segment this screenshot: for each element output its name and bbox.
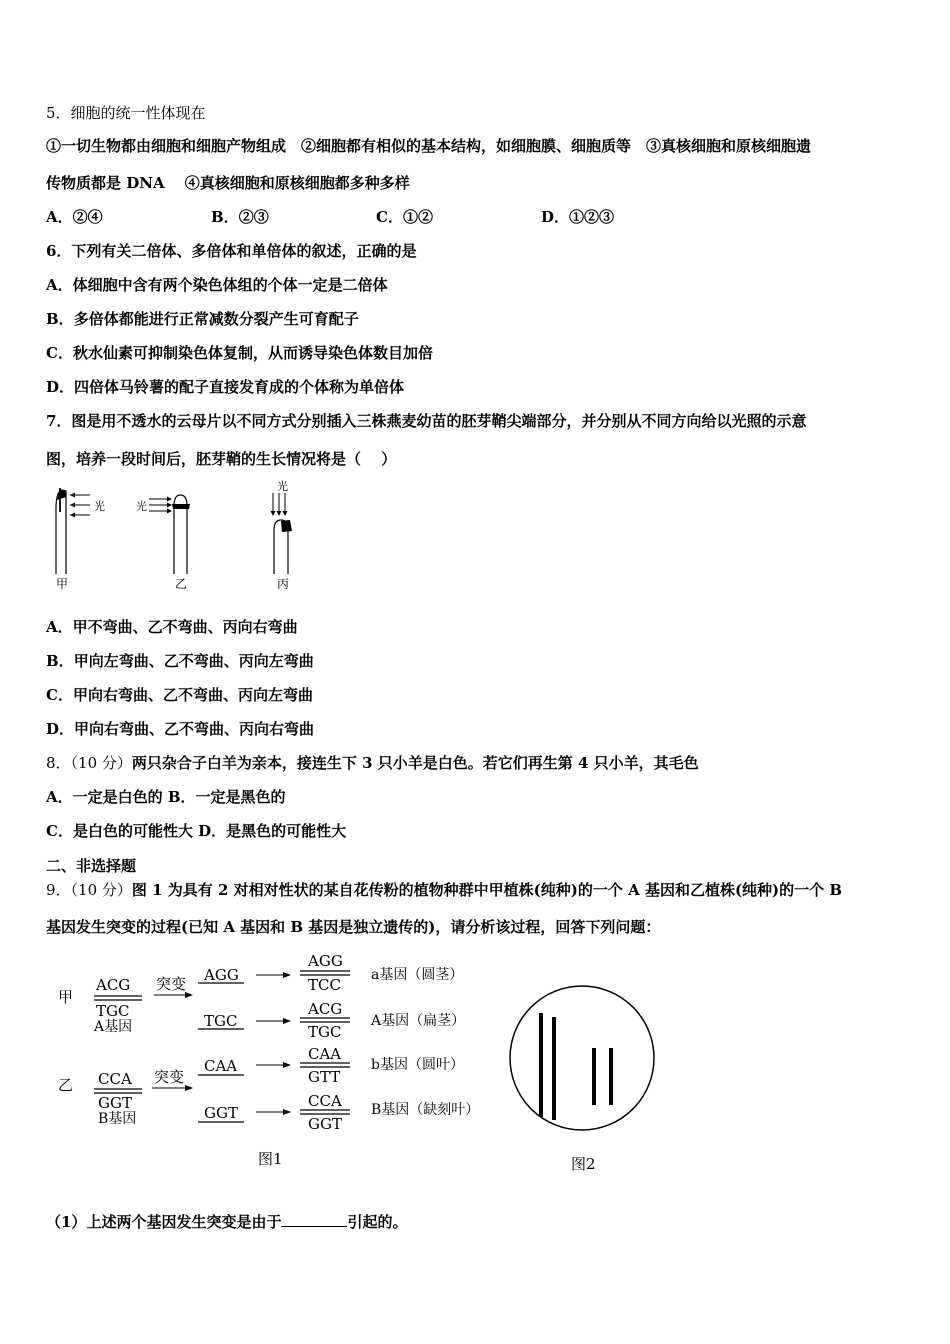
gene-B2-top-strand: CCA <box>308 1092 342 1110</box>
gene-b-label: b基因（圆叶） <box>371 1057 464 1073</box>
q6-stem: 6．下列有关二倍体、多倍体和单倍体的叙述，正确的是 <box>46 242 417 260</box>
q7-stem-line2: 图，培养一段时间后，胚芽鞘的生长情况将是（ ） <box>46 450 397 468</box>
light-label-bing: 光 <box>277 480 288 493</box>
unmutated-strand-tgc: TGC <box>204 1012 238 1030</box>
mutation-label-jia: 突变 <box>156 975 187 993</box>
gene-B2-bottom-strand: GGT <box>308 1115 342 1133</box>
label-yi: 乙 <box>175 577 188 591</box>
answer-blank[interactable] <box>281 1211 347 1227</box>
mutant-strand-agg: AGG <box>204 966 239 984</box>
gene-A2-top-strand: ACG <box>308 1000 343 1018</box>
figure2-caption: 图2 <box>571 1155 596 1173</box>
q7-option-d: D．甲向右弯曲、乙不弯曲、丙向右弯曲 <box>46 720 315 738</box>
coleoptile-yi <box>136 495 190 591</box>
q6-option-a: A．体细胞中含有两个染色体组的个体一定是二倍体 <box>46 276 388 294</box>
q6-option-c: C．秋水仙素可抑制染色体复制，从而诱导染色体数目加倍 <box>46 344 433 362</box>
q7-stem-line1: 7．图是用不透水的云母片以不同方式分别插入三株燕麦幼苗的胚芽鞘尖端部分，并分别从不同方向给以光照的示意 <box>46 412 807 430</box>
q5-option-d: D．①②③ <box>541 208 615 226</box>
coleoptile-bing <box>271 479 293 591</box>
mutant-strand-caa: CAA <box>204 1057 238 1075</box>
label-bing: 丙 <box>277 577 290 591</box>
q5-stem: 5．细胞的统一性体现在 <box>46 104 206 122</box>
label-yi-plant: 乙 <box>58 1076 74 1094</box>
q8-options-ab: A．一定是白色的 B．一定是黑色的 <box>46 788 286 806</box>
gene-B-name: B基因 <box>98 1111 137 1127</box>
figure1-caption: 图1 <box>258 1150 283 1168</box>
q5-statements-line2: 传物质都是 DNA ④真核细胞和原核细胞都多种多样 <box>46 174 410 192</box>
section-title-nonchoice: 二、非选择题 <box>46 857 137 875</box>
coleoptile-jia <box>56 488 105 591</box>
q9-stem-line1: 9．（10 分）图 1 为具有 2 对相对性状的某自花传粉的植物种群中甲植株(纯种)的一个 A 基因和乙植株(纯种)的一个 B <box>46 881 843 899</box>
gene-B-top-strand: CCA <box>98 1070 132 1088</box>
q5-option-a: A．②④ <box>46 208 103 226</box>
figure1 <box>58 952 479 1168</box>
q9-subquestion-1: （1）上述两个基因发生突变是由于 引起的。 <box>46 1213 408 1231</box>
gene-a-top-strand: AGG <box>308 952 343 970</box>
coleoptile-figure <box>46 478 306 596</box>
light-label-yi: 光 <box>136 500 147 513</box>
figure2-cell <box>510 986 654 1173</box>
light-label-jia: 光 <box>94 500 105 513</box>
q7-option-b: B．甲向左弯曲、乙不弯曲、丙向左弯曲 <box>46 652 314 670</box>
gene-B-bottom-strand: GGT <box>98 1094 132 1112</box>
unmutated-strand-ggt: GGT <box>204 1104 238 1122</box>
q6-option-b: B．多倍体都能进行正常减数分裂产生可育配子 <box>46 310 359 328</box>
gene-B2-label: B基因（缺刻叶） <box>371 1102 480 1118</box>
q6-option-d: D．四倍体马铃薯的配子直接发育成的个体称为单倍体 <box>46 378 405 396</box>
gene-A-name: A基因 <box>94 1019 133 1035</box>
q5-option-b: B．②③ <box>211 208 269 226</box>
q7-option-c: C．甲向右弯曲、乙不弯曲、丙向左弯曲 <box>46 686 313 704</box>
label-jia: 甲 <box>56 577 69 591</box>
mutation-label-yi: 突变 <box>154 1068 185 1086</box>
gene-a-label: a基因（圆茎） <box>371 967 464 983</box>
gene-A-bottom-strand: TGC <box>96 1002 130 1020</box>
q5-statements-line1: ①一切生物都由细胞和细胞产物组成 ②细胞都有相似的基本结构，如细胞膜、细胞质等 ③真核细胞和原核细胞遗 <box>46 137 812 155</box>
gene-A-top-strand: ACG <box>96 976 131 994</box>
gene-b-bottom-strand: GTT <box>308 1068 341 1086</box>
gene-a-bottom-strand: TCC <box>308 976 341 994</box>
q7-option-a: A．甲不弯曲、乙不弯曲、丙向右弯曲 <box>46 618 298 636</box>
gene-A2-bottom-strand: TGC <box>308 1023 342 1041</box>
gene-b-top-strand: CAA <box>308 1045 342 1063</box>
q5-option-c: C．①② <box>376 208 433 226</box>
gene-mutation-figure <box>46 945 666 1180</box>
q8-options-cd: C．是白色的可能性大 D．是黑色的可能性大 <box>46 822 347 840</box>
label-jia-plant: 甲 <box>58 988 74 1006</box>
gene-A2-label: A基因（扁茎） <box>371 1013 466 1029</box>
q9-stem-line2: 基因发生突变的过程(已知 A 基因和 B 基因是独立遗传的)，请分析该过程，回答下列问题： <box>46 918 661 936</box>
q8-stem: 8．（10 分）两只杂合子白羊为亲本，接连生下 3 只小羊是白色。若它们再生第 4 只小羊，其毛色 <box>46 754 699 772</box>
